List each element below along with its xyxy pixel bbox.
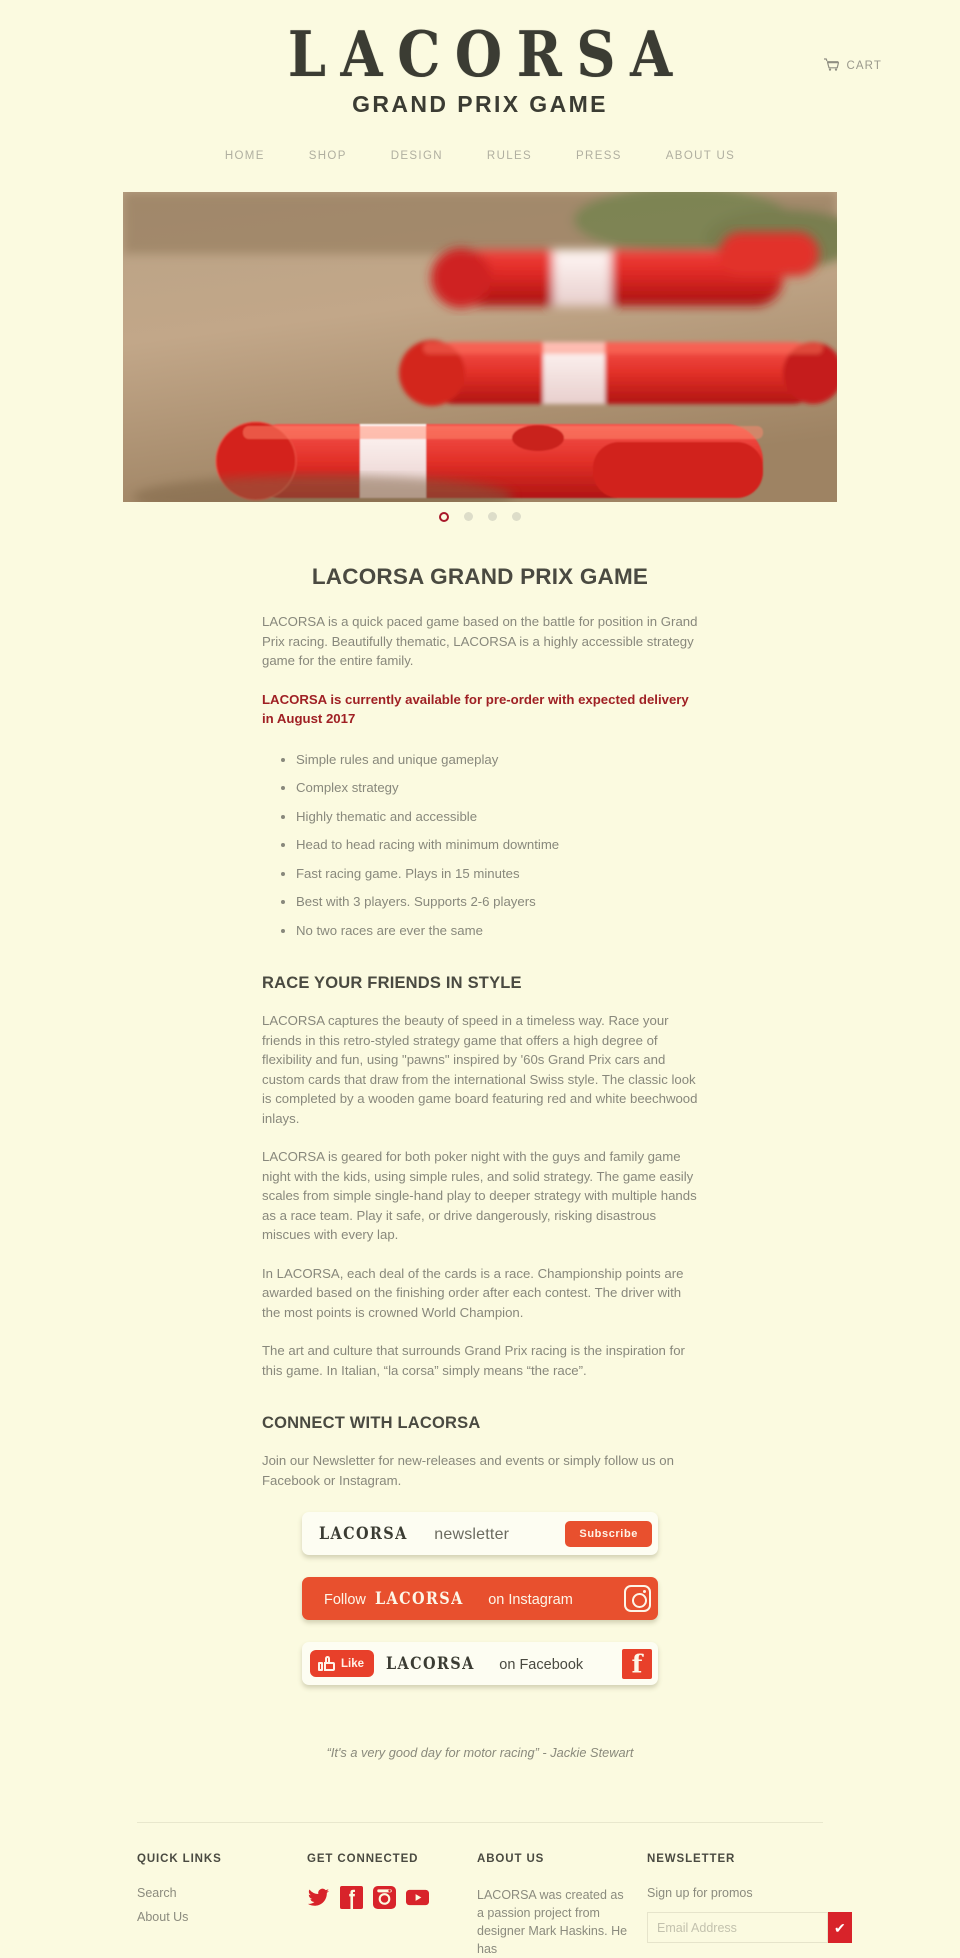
carousel-dot-3[interactable]: [488, 512, 497, 521]
nav-item-rules[interactable]: RULES: [486, 150, 533, 163]
hero-carousel: [0, 192, 960, 502]
feature-list: [262, 750, 698, 941]
logo-tagline: GRAND PRIX GAME: [352, 91, 608, 118]
carousel-dot-1[interactable]: [439, 512, 449, 522]
page-title: LACORSA GRAND PRIX GAME: [311, 564, 649, 590]
facebook-icon[interactable]: [340, 1886, 363, 1909]
list-item: • No two races are ever the same: [296, 921, 698, 941]
carousel-dots: [0, 512, 960, 522]
footer-link-search[interactable]: Search: [137, 1886, 177, 1901]
instagram-icon[interactable]: [373, 1886, 396, 1909]
youtube-icon[interactable]: [406, 1886, 429, 1909]
newsletter-submit-button[interactable]: ✔: [828, 1912, 852, 1943]
connect-paragraph: Join our Newsletter for new-releases and events or simply follow us on Facebook or Instagram.: [262, 1453, 674, 1488]
cart-label: CART: [846, 60, 882, 72]
facebook-like-pill[interactable]: [310, 1650, 374, 1677]
cart-button[interactable]: [824, 58, 883, 74]
footer-column-quick-links: [137, 1853, 307, 1958]
list-item: • Head to head racing with minimum downtime: [296, 835, 698, 855]
facebook-post-text: on Facebook: [499, 1656, 584, 1673]
cta-button-group: [262, 1512, 698, 1685]
site-header: [0, 0, 960, 118]
style-paragraph-2: LACORSA is geared for both poker night with the guys and family game night with the kids, using simple rules, and solid strategy. The game easily scales from simple single-hand play to deeper strategy with multiple hands as a race team. Play it safe, or drive dangerously, risking disastrous miscues with every lap.: [262, 1149, 697, 1243]
footer-link-about-us[interactable]: About Us: [137, 1910, 189, 1925]
list-item: • Complex strategy: [296, 778, 698, 798]
newsletter-cta-label: [319, 1524, 509, 1544]
footer-heading-quick-links: QUICK LINKS: [137, 1853, 222, 1866]
quote-text: “It's a very good day for motor racing” - Jackie Stewart: [326, 1745, 634, 1761]
main-navigation: [0, 144, 960, 168]
instagram-pre-text: Follow: [324, 1591, 366, 1608]
footer-heading-get-connected: GET CONNECTED: [307, 1853, 419, 1866]
footer-heading-about-us: ABOUT US: [477, 1853, 545, 1866]
list-item: • Simple rules and unique gameplay: [296, 750, 698, 770]
nav-item-press[interactable]: PRESS: [576, 150, 622, 163]
intro-paragraph: LACORSA is a quick paced game based on the battle for position in Grand Prix racing. Beautifully thematic, LACORSA is a highly accessible strategy game for the entire family.: [262, 614, 698, 669]
list-item: • Fast racing game. Plays in 15 minutes: [296, 864, 698, 884]
style-paragraph-4: The art and culture that surrounds Grand Prix racing is the inspiration for this game. In Italian, “la corsa” simply means “the race”.: [262, 1343, 685, 1378]
thumbs-up-icon: [318, 1656, 335, 1671]
hero-image[interactable]: [123, 192, 837, 502]
facebook-icon: [622, 1649, 652, 1679]
instagram-cta-button[interactable]: [302, 1577, 658, 1620]
preorder-highlight: LACORSA is currently available for pre-order with expected delivery in August 2017: [262, 691, 689, 727]
section-heading-style: RACE YOUR FRIENDS IN STYLE: [262, 974, 522, 993]
facebook-like-label: Like: [341, 1657, 365, 1670]
subscribe-button[interactable]: Subscribe: [565, 1521, 652, 1547]
carousel-dot-2[interactable]: [464, 512, 473, 521]
main-content: [262, 522, 698, 1760]
nav-item-home[interactable]: HOME: [224, 150, 265, 163]
instagram-post-text: on Instagram: [488, 1591, 573, 1608]
social-icon-row: [307, 1886, 459, 1909]
style-paragraph-1: LACORSA captures the beauty of speed in a timeless way. Race your friends in this retro-styled strategy game that offers a high degree of flexibility and fun, using "pawns" inspired by '60s Grand Prix cars and custom cards that draw from the international Swiss style. The classic look is completed by a wooden game board featuring red and white beechwood inlays.: [262, 1013, 698, 1126]
site-footer: [137, 1823, 846, 1958]
footer-column-about-us: [477, 1853, 647, 1958]
email-field[interactable]: [647, 1912, 828, 1943]
footer-newsletter-subtext: Sign up for promos: [647, 1886, 753, 1901]
nav-item-shop[interactable]: SHOP: [308, 150, 347, 163]
newsletter-brand-text: LACORSA: [319, 1523, 408, 1544]
facebook-text-group: [386, 1654, 583, 1674]
logo-wordmark: LACORSA: [287, 17, 687, 91]
nav-item-about-us[interactable]: ABOUT US: [665, 150, 736, 163]
newsletter-word-text: newsletter: [434, 1525, 510, 1543]
instagram-cta-label: [324, 1589, 573, 1609]
style-paragraph-3: In LACORSA, each deal of the cards is a race. Championship points are awarded based on the finishing order after each contest. The driver with the most points is crowned World Champion.: [262, 1265, 684, 1320]
footer-heading-newsletter: NEWSLETTER: [647, 1853, 736, 1866]
newsletter-cta-button[interactable]: [302, 1512, 658, 1555]
site-logo[interactable]: [0, 17, 960, 118]
instagram-icon: [624, 1585, 651, 1612]
shopping-cart-icon: [824, 58, 839, 74]
facebook-brand-text: LACORSA: [386, 1653, 475, 1674]
list-item: • Best with 3 players. Supports 2-6 players: [296, 892, 698, 912]
twitter-icon[interactable]: [307, 1886, 330, 1909]
footer-about-text: LACORSA was created as a passion project from designer Mark Haskins. He has: [477, 1888, 628, 1957]
instagram-brand-text: LACORSA: [374, 1588, 464, 1609]
facebook-cta-button[interactable]: [302, 1642, 658, 1685]
section-heading-connect: CONNECT WITH LACORSA: [262, 1414, 481, 1433]
footer-column-get-connected: [307, 1853, 477, 1958]
footer-newsletter-form: [647, 1912, 846, 1943]
footer-column-newsletter: [647, 1853, 846, 1958]
list-item: • Highly thematic and accessible: [296, 807, 698, 827]
carousel-dot-4[interactable]: [512, 512, 521, 521]
facebook-cta-label: [310, 1650, 583, 1677]
nav-item-design[interactable]: DESIGN: [390, 150, 443, 163]
